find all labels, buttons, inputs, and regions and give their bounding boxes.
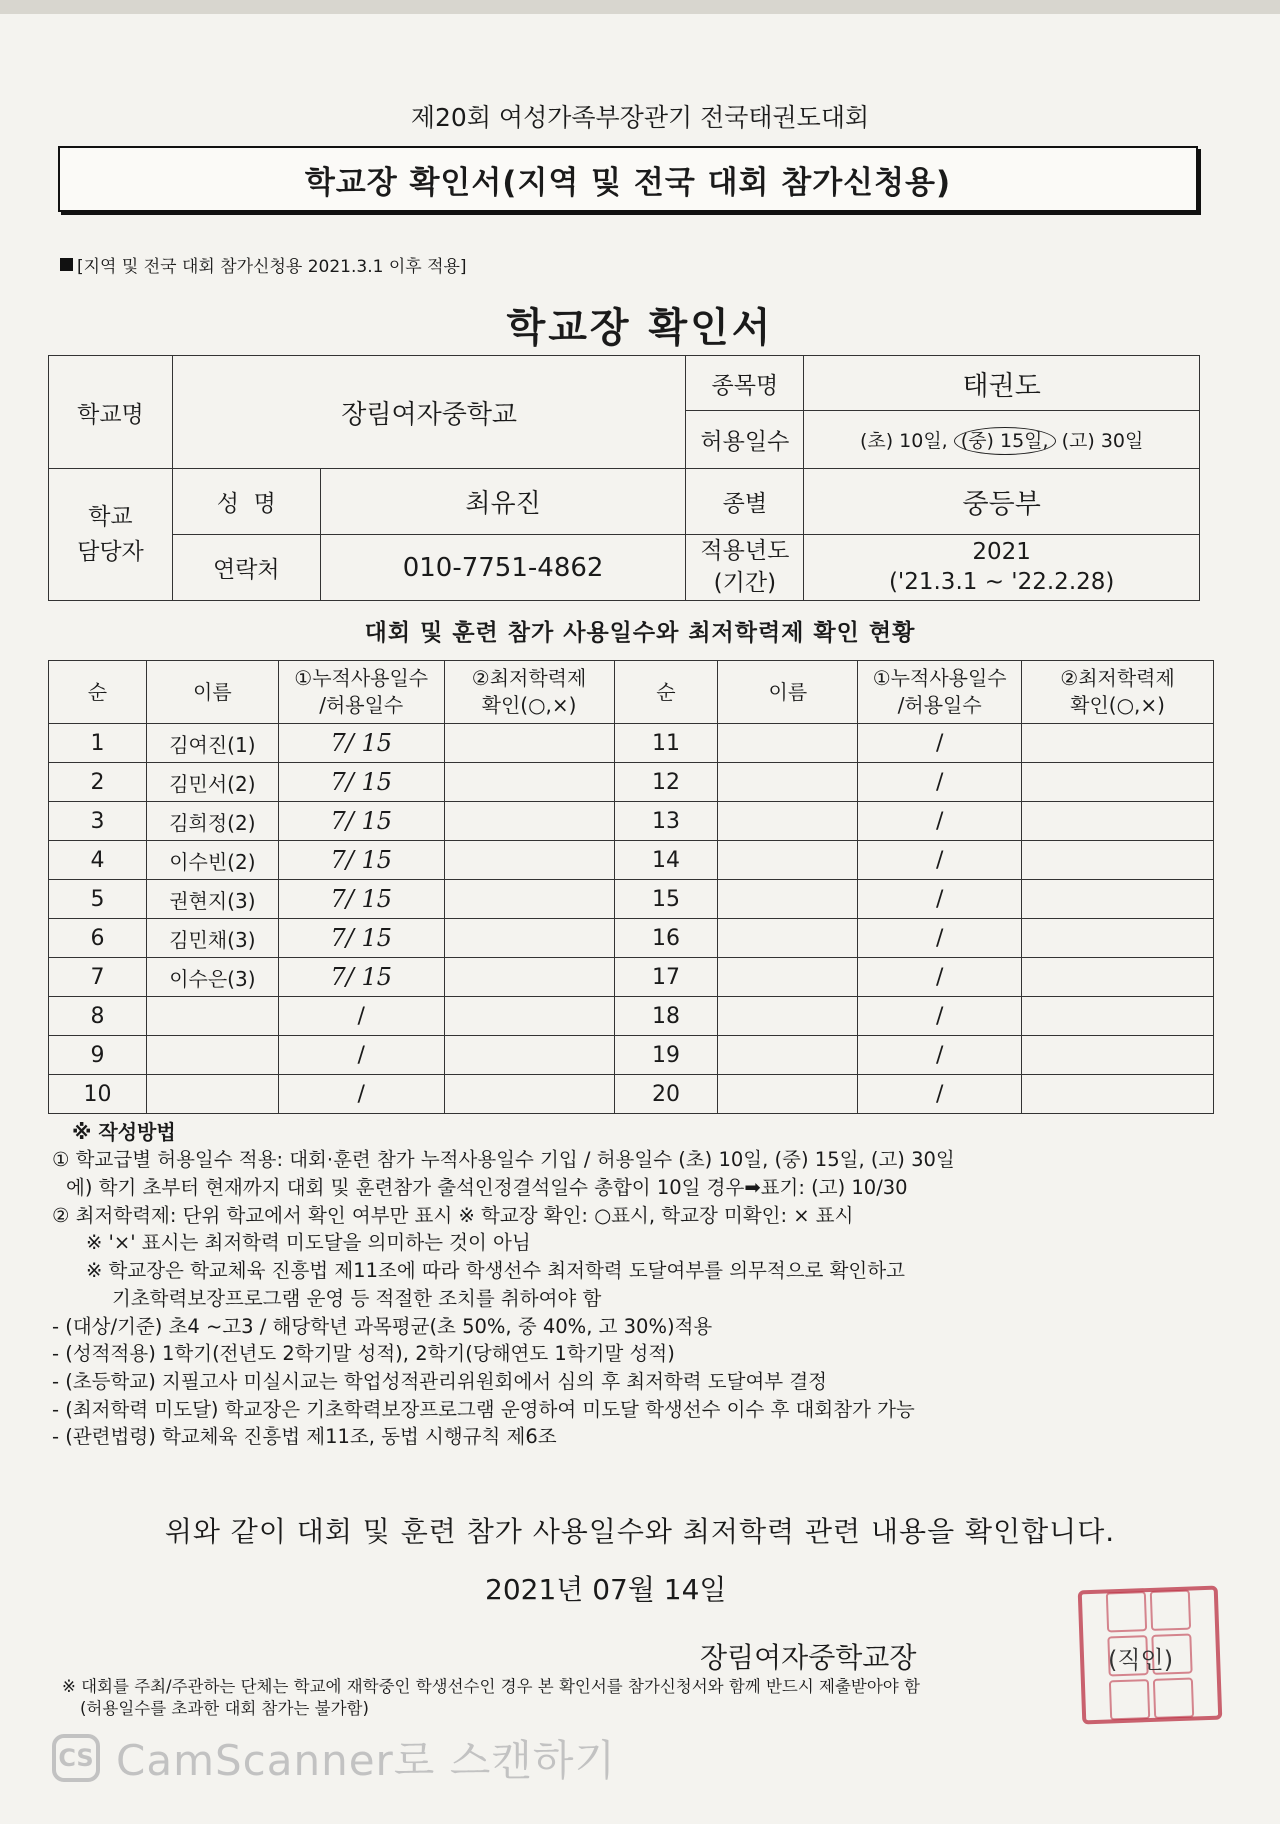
roster-min-check [444,763,614,802]
name-label: 성 명 [172,469,320,535]
roster-days: / [858,997,1022,1036]
roster-min-check [1022,1075,1214,1114]
event-title: 제20회 여성가족부장관기 전국태권도대회 [410,103,870,132]
roster-name: 김희정(2) [146,802,278,841]
roster-name [718,880,858,919]
roster-days: / [278,1036,444,1075]
roster-days: 7/ 15 [278,724,444,763]
roster-min-check [1022,919,1214,958]
col-no: 순 [49,661,147,724]
roster-name: 김민서(2) [146,763,278,802]
col-days-right: ①누적사용일수 /허용일수 [858,661,1022,724]
roster-days: 7/ 15 [278,802,444,841]
roster-row [49,1036,1214,1075]
roster-row [49,841,1214,880]
roster-name: 김여진(1) [146,724,278,763]
roster-no: 10 [49,1075,147,1114]
roster-days: 7/ 15 [278,919,444,958]
guide-heading: ※ 작성방법 [72,1120,176,1144]
allowed-high: (고) 30일 [1061,430,1144,452]
roster-name [718,958,858,997]
roster-min-check [1022,724,1214,763]
watermark-text: CamScanner로 스캔하기 [116,1736,617,1785]
roster-no: 18 [614,997,718,1036]
roster-days: / [858,724,1022,763]
roster-min-check [1022,1036,1214,1075]
roster-no: 2 [49,763,147,802]
guide-line: - (최저학력 미도달) 학교장은 기초학력보장프로그램 운영하여 미도달 학생선수 이수 후 대회참가 가능 [52,1397,915,1421]
school-label: 학교명 [49,356,173,469]
roster-name [718,763,858,802]
col-name-right: 이름 [718,661,858,724]
principal-name: 장림여자중학교장 [700,1641,917,1674]
roster-row [49,763,1214,802]
roster-min-check [444,1036,614,1075]
roster-table [48,660,1214,1114]
roster-no: 19 [614,1036,718,1075]
roster-row [49,724,1214,763]
school-name: 장림여자중학교 [172,356,686,469]
manager-name: 최유진 [320,469,686,535]
applicability-notice [60,252,467,277]
roster-days: / [278,1075,444,1114]
sport-label: 종목명 [686,356,804,411]
guide-line: - (초등학교) 지필고사 미실시교는 학업성적관리위원회에서 심의 후 최저학력 도달여부 결정 [52,1369,828,1393]
roster-name [718,1075,858,1114]
footnote-line: (허용일수를 초과한 대회 참가는 불가함) [80,1699,369,1719]
allowed-elem: (초) 10일, [859,430,948,452]
roster-row [49,958,1214,997]
camscanner-logo-icon: CS [52,1734,100,1782]
footnote-line: ※ 대회를 주최/주관하는 단체는 학교에 재학중인 학생선수인 경우 본 확인서를 참가신청서와 함께 반드시 제출받아야 함 [62,1677,920,1696]
roster-days: / [858,802,1022,841]
guide-line: - (관련법령) 학교체육 진흥법 제11조, 동법 시행규칙 제6조 [52,1425,557,1449]
roster-days: / [858,880,1022,919]
roster-row [49,880,1214,919]
col-no-right: 순 [614,661,718,724]
seal-cell [1106,1591,1147,1632]
guide-line: - (대상/기준) 초4 ~고3 / 해당학년 과목평균(초 50%, 중 40%, 고 30%)적용 [52,1314,713,1338]
roster-no: 5 [49,880,147,919]
roster-name: 이수은(3) [146,958,278,997]
square-bullet-icon [60,258,73,271]
roster-header-row [49,661,1214,724]
roster-row [49,802,1214,841]
guide-line: ① 학교급별 허용일수 적용: 대회·훈련 참가 누적사용일수 기입 / 허용일수 (초) 10일, (중) 15일, (고) 30일 [52,1148,955,1172]
roster-min-check [444,997,614,1036]
roster-no: 15 [614,880,718,919]
allowed-days-label: 허용일수 [686,411,804,469]
roster-days: 7/ 15 [278,880,444,919]
division-label: 종별 [686,469,804,535]
guide-line: ※ 학교장은 학교체육 진흥법 제11조에 따라 학생선수 최저학력 도달여부를 의무적으로 확인하고 [86,1259,905,1283]
col-days: ①누적사용일수 /허용일수 [278,661,444,724]
roster-no: 13 [614,802,718,841]
roster-name [718,841,858,880]
document-title: 학교장 확인서 [506,305,774,351]
guide-line: ※ '×' 표시는 최저학력 미도달을 의미하는 것이 아님 [86,1231,531,1255]
roster-min-check [444,841,614,880]
form-title-box: 학교장 확인서(지역 및 전국 대회 참가신청용) [58,146,1198,212]
roster-name [718,802,858,841]
roster-no: 20 [614,1075,718,1114]
seal-cell [1150,1590,1191,1631]
roster-min-check [444,724,614,763]
sport-value: 태권도 [804,356,1200,411]
roster-name [146,1036,278,1075]
seal-label: (직인) [1108,1646,1174,1674]
roster-min-check [1022,841,1214,880]
roster-no: 4 [49,841,147,880]
roster-no: 6 [49,919,147,958]
roster-name [146,1075,278,1114]
allowed-days-value [804,411,1200,469]
roster-min-check [1022,958,1214,997]
roster-days: 7/ 15 [278,841,444,880]
roster-no: 1 [49,724,147,763]
roster-days: / [858,958,1022,997]
roster-no: 17 [614,958,718,997]
roster-no: 16 [614,919,718,958]
camscanner-watermark [52,1728,616,1788]
roster-min-check [444,958,614,997]
roster-min-check [1022,763,1214,802]
roster-body [49,724,1214,1114]
roster-no: 14 [614,841,718,880]
writing-guide [52,1118,1222,1451]
roster-days: / [858,1075,1022,1114]
roster-days: / [858,1036,1022,1075]
year-value [804,535,1200,601]
roster-days: / [858,919,1022,958]
confirmation-statement: 위와 같이 대회 및 훈련 참가 사용일수와 최저학력 관련 내용을 확인합니다. [164,1515,1116,1548]
issue-date: 2021년 07월 14일 [485,1573,727,1606]
roster-name [718,919,858,958]
section-title: 대회 및 훈련 참가 사용일수와 최저학력제 확인 현황 [364,620,916,646]
roster-name: 김민채(3) [146,919,278,958]
roster-days: / [858,841,1022,880]
notice-text: [지역 및 전국 대회 참가신청용 2021.3.1 이후 적용] [77,257,467,277]
roster-min-check [444,802,614,841]
division-value: 중등부 [804,469,1200,535]
roster-name: 권현지(3) [146,880,278,919]
roster-no: 9 [49,1036,147,1075]
guide-line: ② 최저학력제: 단위 학교에서 확인 여부만 표시 ※ 학교장 확인: ○표시, 학교장 미확인: × 표시 [52,1203,854,1227]
roster-name: 이수빈(2) [146,841,278,880]
roster-no: 12 [614,763,718,802]
info-table [48,355,1200,601]
roster-no: 7 [49,958,147,997]
col-name: 이름 [146,661,278,724]
roster-name [718,997,858,1036]
guide-line: 에) 학기 초부터 현재까지 대회 및 훈련참가 출석인정결석일수 총합이 10일 경우➡표기: (고) 10/30 [66,1176,908,1200]
roster-days: / [278,997,444,1036]
roster-days: 7/ 15 [278,958,444,997]
scan-edge [0,0,1280,14]
roster-min-check [444,1075,614,1114]
roster-no: 11 [614,724,718,763]
footnote [62,1676,1212,1721]
contact-value: 010-7751-4862 [320,535,686,601]
roster-days: / [858,763,1022,802]
roster-min-check [1022,802,1214,841]
roster-no: 3 [49,802,147,841]
year: 2021 [972,538,1031,565]
roster-no: 8 [49,997,147,1036]
col-min-right: ②최저학력제 확인(○,×) [1022,661,1214,724]
guide-line: 기초학력보장프로그램 운영 등 적절한 조치를 취하여야 함 [112,1286,602,1310]
year-label: 적용년도 (기간) [686,535,804,601]
manager-label: 학교 담당자 [49,469,173,601]
allowed-mid-circled: (중) 15일, [954,427,1056,455]
roster-name [718,724,858,763]
roster-row [49,919,1214,958]
period: ('21.3.1 ~ '22.2.28) [888,568,1115,595]
roster-days: 7/ 15 [278,763,444,802]
col-min: ②최저학력제 확인(○,×) [444,661,614,724]
roster-name [146,997,278,1036]
roster-min-check [1022,997,1214,1036]
guide-line: - (성적적용) 1학기(전년도 2학기말 성적), 2학기(당해연도 1학기말 성적) [52,1342,675,1366]
roster-min-check [444,919,614,958]
roster-row [49,997,1214,1036]
roster-row [49,1075,1214,1114]
contact-label: 연락처 [172,535,320,601]
roster-min-check [1022,880,1214,919]
roster-min-check [444,880,614,919]
roster-name [718,1036,858,1075]
